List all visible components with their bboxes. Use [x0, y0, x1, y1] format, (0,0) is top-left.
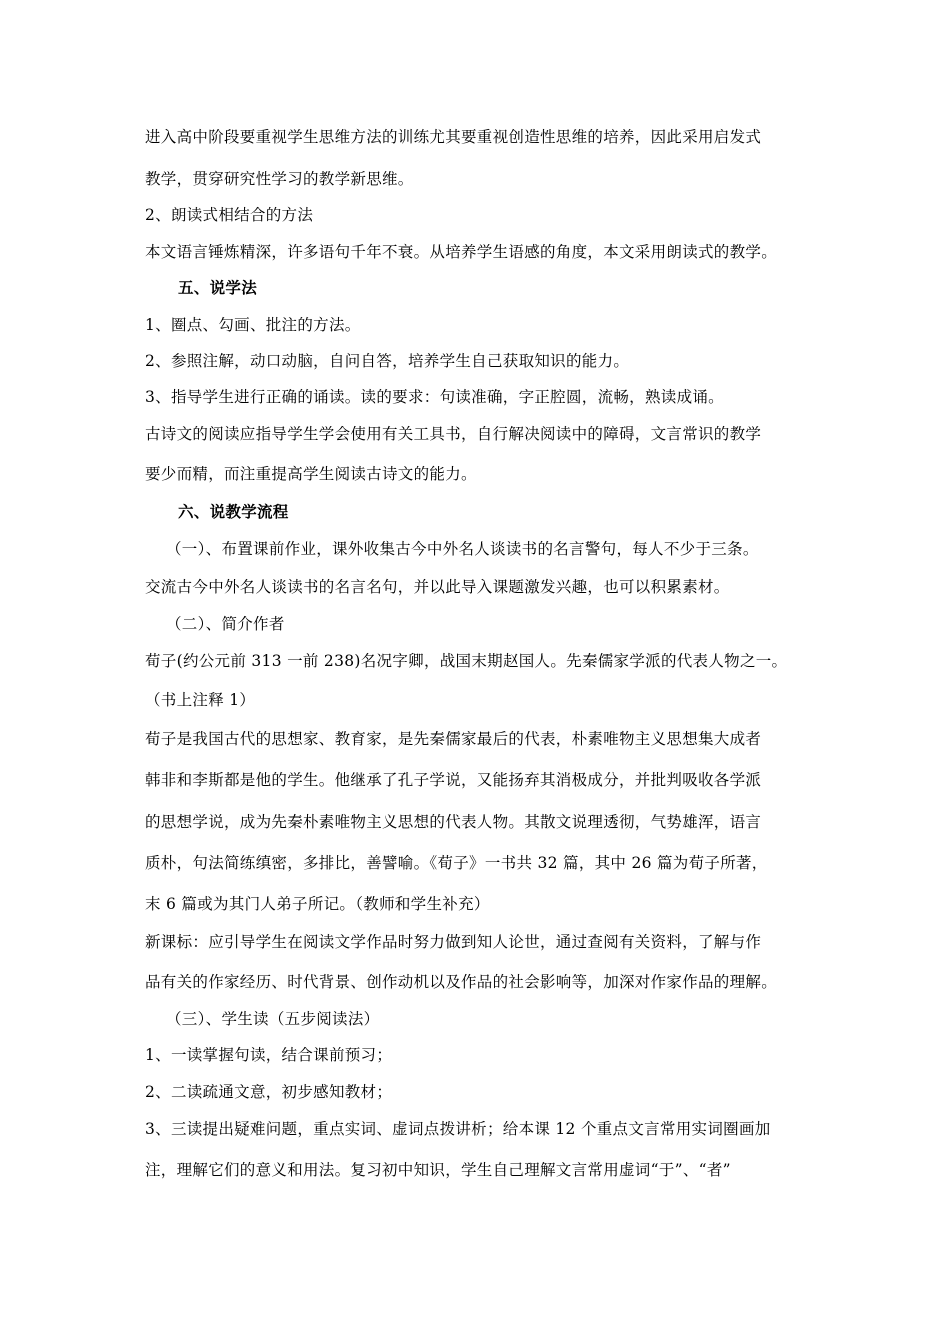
- paragraph-line: 教学，贯穿研究性学习的教学新思维。: [145, 170, 414, 188]
- paragraph-line: 的思想学说，成为先秦朴素唯物主义思想的代表人物。其散文说理透彻，气势雄浑，语言: [145, 813, 762, 831]
- paragraph-line: 进入高中阶段要重视学生思维方法的训练尤其要重视创造性思维的培养，因此采用启发式: [145, 128, 762, 146]
- paragraph-line: 3、三读提出疑难问题，重点实词、虚词点拨讲析；给本课 12 个重点文言常用实词圈画加: [145, 1120, 771, 1138]
- paragraph-line: 1、一读掌握句读，结合课前预习；: [145, 1046, 393, 1064]
- paragraph-line: 2、二读疏通文意，初步感知教材；: [145, 1083, 393, 1101]
- section-heading: 五、说学法: [178, 278, 258, 297]
- paragraph-line: 质朴，句法简练缜密，多排比，善譬喻。《荀子》一书共 32 篇，其中 26 篇为荀子所著，: [145, 854, 768, 872]
- paragraph-line: 要少而精，而注重提高学生阅读古诗文的能力。: [145, 465, 477, 483]
- paragraph-line: （一）、布置课前作业，课外收集古今中外名人谈读书的名言警句，每人不少于三条。: [166, 540, 759, 558]
- paragraph-line: （二）、简介作者: [166, 615, 285, 633]
- paragraph-line: 2、参照注解，动口动脑，自问自答，培养学生自己获取知识的能力。: [145, 352, 630, 370]
- paragraph-line: 末 6 篇或为其门人弟子所记。（教师和学生补充）: [145, 895, 490, 913]
- paragraph-line: 荀子(约公元前 313 一前 238)名况字卿，战国末期赵国人。先秦儒家学派的代表人物之一。: [145, 652, 788, 670]
- paragraph-line: （书上注释 1）: [145, 691, 256, 709]
- paragraph-line: 荀子是我国古代的思想家、教育家，是先秦儒家最后的代表，朴素唯物主义思想集大成者: [145, 730, 762, 748]
- section-heading: 六、说教学流程: [178, 502, 289, 521]
- paragraph-line: 1、圈点、勾画、批注的方法。: [145, 316, 361, 334]
- paragraph-line: 本文语言锤炼精深，许多语句千年不衰。从培养学生语感的角度，本文采用朗读式的教学。: [145, 243, 778, 261]
- paragraph-line: 3、指导学生进行正确的诵读。读的要求：句读准确，字正腔圆，流畅，熟读成诵。: [145, 388, 724, 406]
- paragraph-line: 注，理解它们的意义和用法。复习初中知识，学生自己理解文言常用虚词“于”、“者”: [145, 1161, 731, 1179]
- paragraph-line: 新课标：应引导学生在阅读文学作品时努力做到知人论世，通过查阅有关资料，了解与作: [145, 933, 762, 951]
- paragraph-line: 古诗文的阅读应指导学生学会使用有关工具书，自行解决阅读中的障碍，文言常识的教学: [145, 425, 762, 443]
- paragraph-line: 交流古今中外名人谈读书的名言名句，并以此导入课题激发兴趣，也可以积累素材。: [145, 578, 730, 596]
- paragraph-line: 2、朗读式相结合的方法: [145, 206, 314, 224]
- paragraph-line: 韩非和李斯都是他的学生。他继承了孔子学说，又能扬弃其消极成分，并批判吸收各学派: [145, 771, 762, 789]
- paragraph-line: （三）、学生读（五步阅读法）: [166, 1010, 380, 1028]
- paragraph-line: 品有关的作家经历、时代背景、创作动机以及作品的社会影响等，加深对作家作品的理解。: [145, 973, 778, 991]
